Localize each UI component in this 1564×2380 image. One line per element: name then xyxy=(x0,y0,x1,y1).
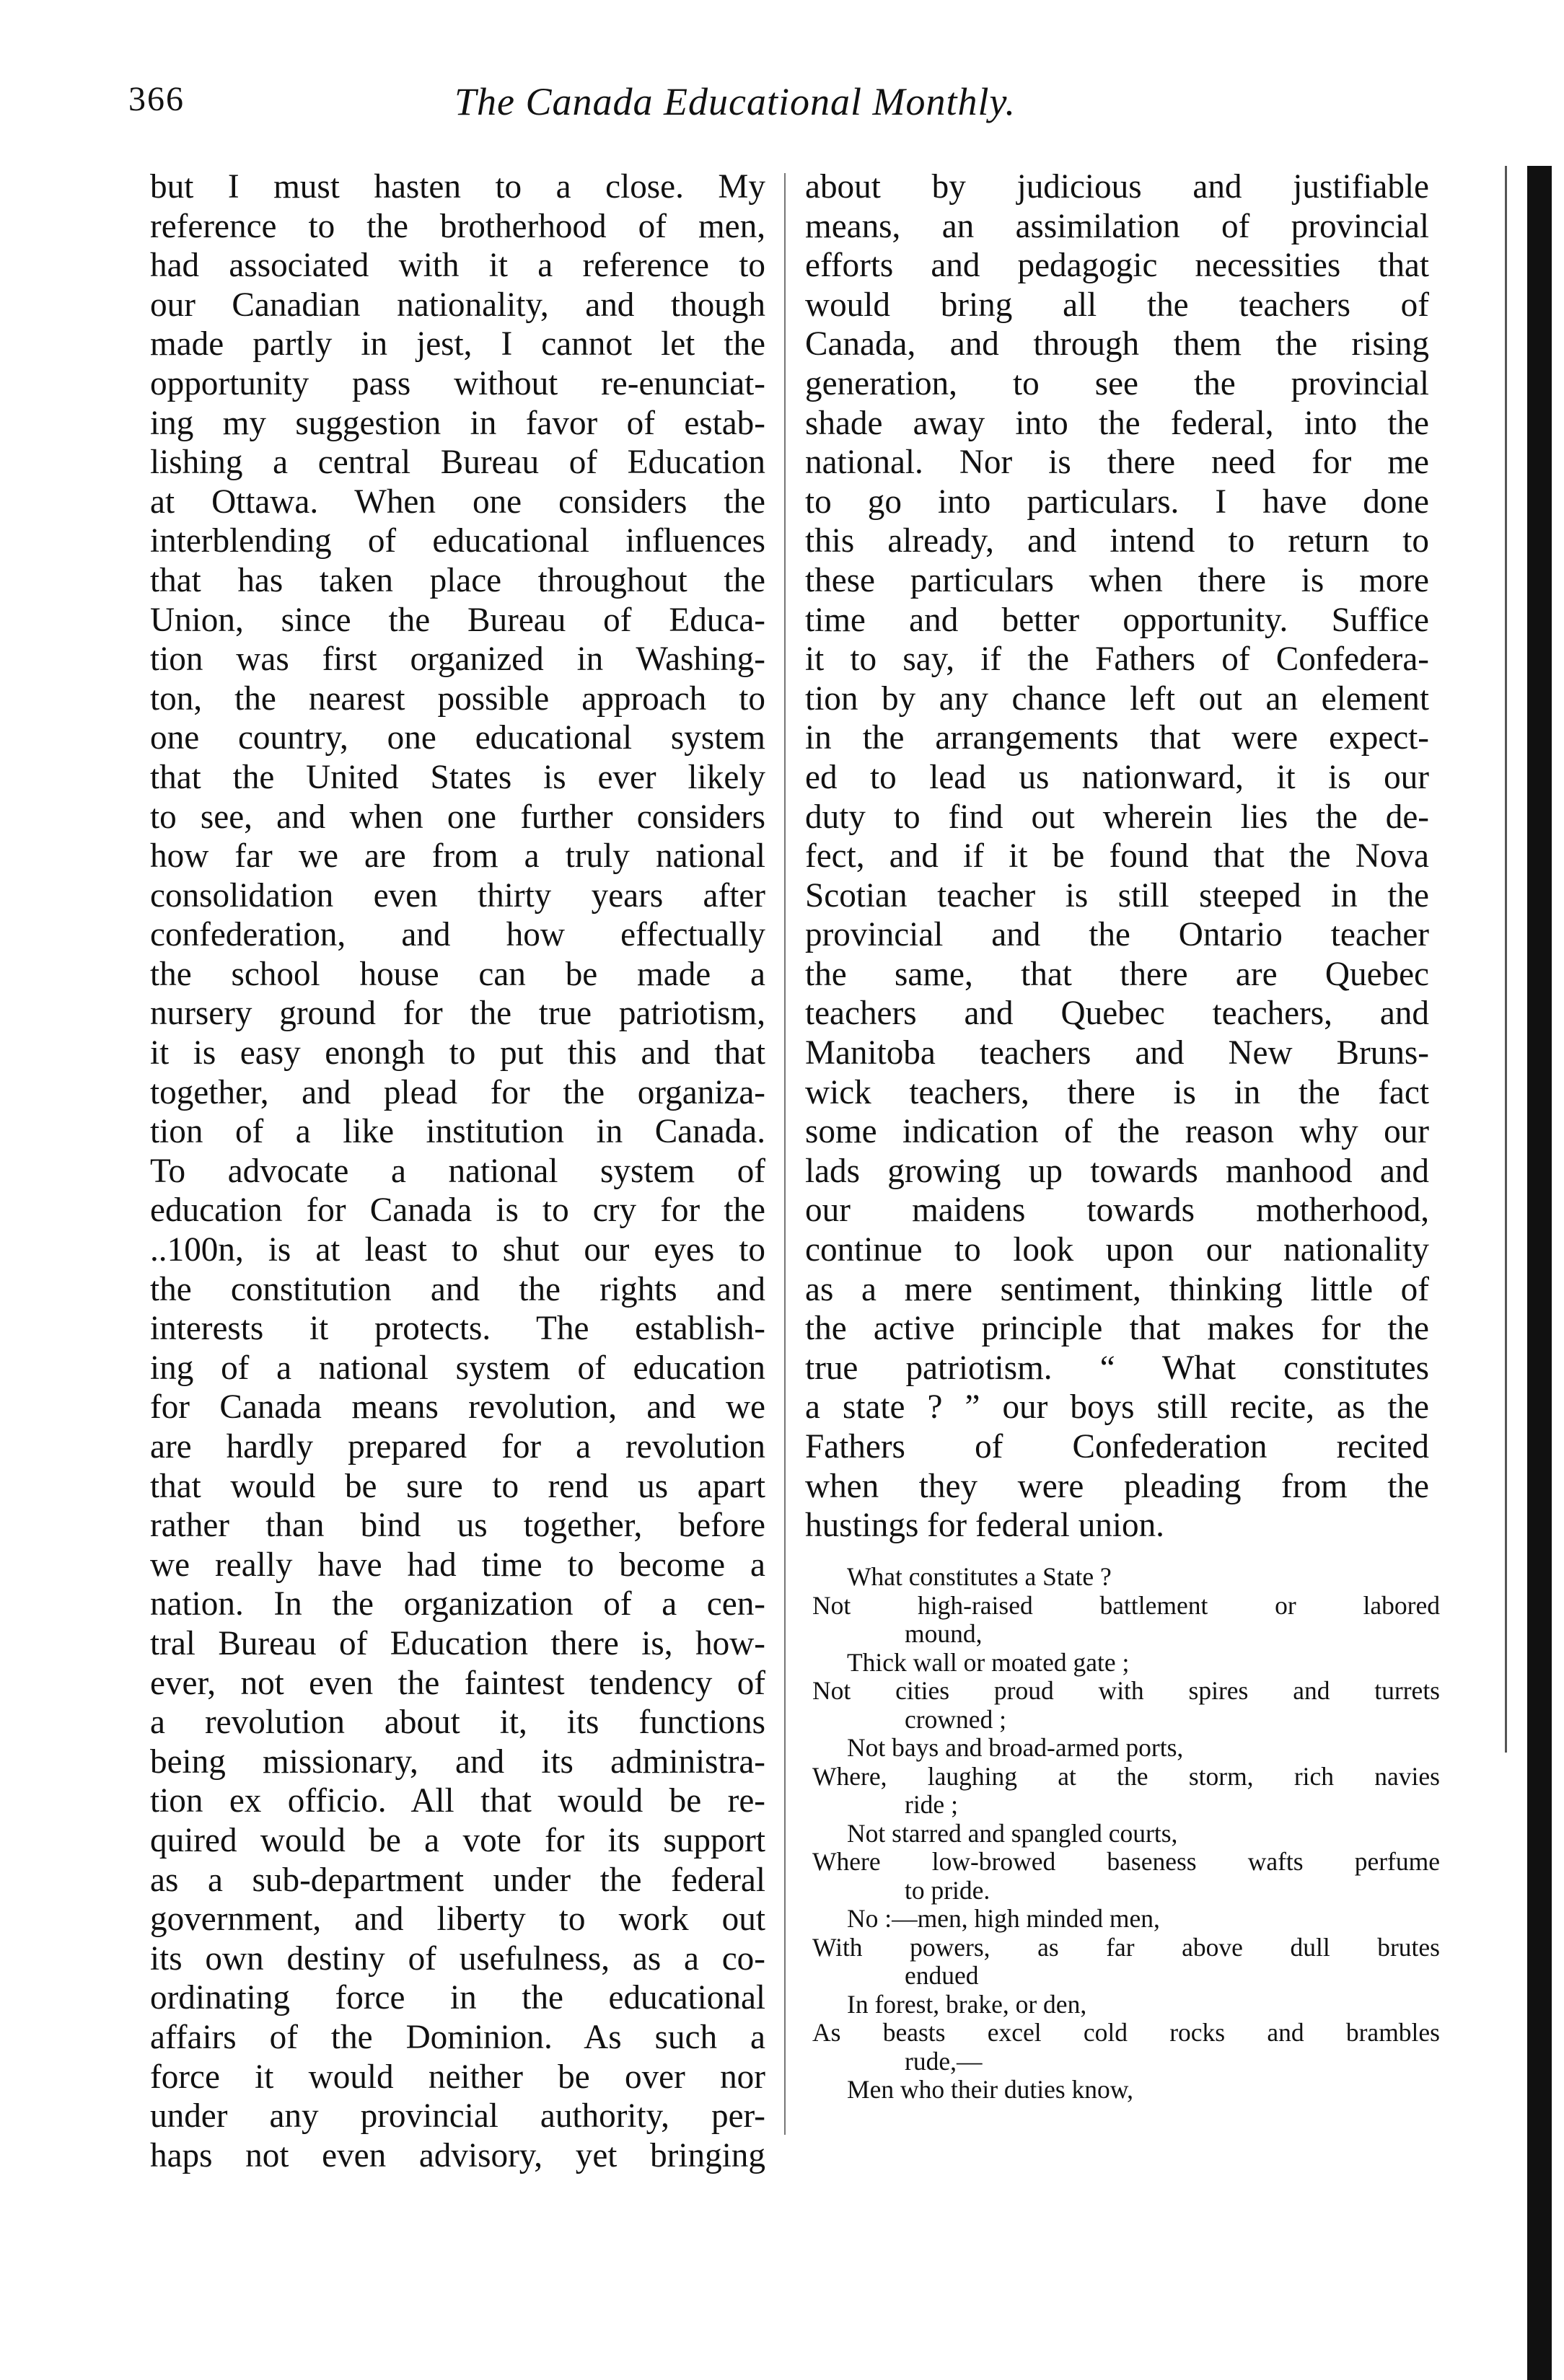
text-line: it to say, if the Fathers of Confedera- xyxy=(805,640,1429,679)
text-line: force it would neither be over nor xyxy=(150,2058,765,2096)
text-line: its own destiny of usefulness, as a co- xyxy=(150,1939,765,1978)
text-line: shade away into the federal, into the xyxy=(805,404,1429,442)
poem-line: Not bays and broad-armed ports, xyxy=(847,1733,1184,1762)
text-line: means, an assimilation of provincial xyxy=(805,207,1429,245)
poem-line: Thick wall or moated gate ; xyxy=(847,1647,1130,1677)
poem-line: What constitutes a State ? xyxy=(847,1562,1112,1591)
text-line: to see, and when one further considers xyxy=(150,798,765,836)
poem-line: Men who their duties know, xyxy=(847,2075,1134,2104)
text-line: ton, the nearest possible approach to xyxy=(150,679,765,718)
text-line: about by judicious and justifiable xyxy=(805,168,1429,206)
text-line: some indication of the reason why our xyxy=(805,1113,1429,1151)
poem-line: to pride. xyxy=(905,1875,990,1905)
text-line: tion by any chance left out an element xyxy=(805,679,1429,718)
text-line: to go into particulars. I have done xyxy=(805,482,1429,521)
text-line: tion of a like institution in Canada. xyxy=(150,1113,765,1151)
text-line: lads growing up towards manhood and xyxy=(805,1152,1429,1190)
text-line: generation, to see the provincial xyxy=(805,364,1429,402)
text-line: hustings for federal union. xyxy=(805,1507,1164,1545)
text-line: confederation, and how effectually xyxy=(150,916,765,954)
right-column xyxy=(805,167,1429,1546)
text-line: that would be sure to rend us apart xyxy=(150,1467,765,1505)
poem-line: Not cities proud with spires and turrets xyxy=(812,1676,1440,1705)
text-line: these particulars when there is more xyxy=(805,561,1429,599)
poem-line: mound, xyxy=(905,1619,983,1648)
text-line: in the arrangements that were expect- xyxy=(805,719,1429,757)
text-line: Scotian teacher is still steeped in the xyxy=(805,876,1429,914)
poem-line: No :—men, high minded men, xyxy=(847,1904,1160,1933)
text-line: together, and plead for the organiza- xyxy=(150,1073,765,1111)
text-line: teachers and Quebec teachers, and xyxy=(805,995,1429,1033)
text-line: lishing a central Bureau of Education xyxy=(150,444,765,482)
text-line: time and better opportunity. Suffice xyxy=(805,601,1429,639)
text-line: at Ottawa. When one considers the xyxy=(150,482,765,521)
text-line: under any provincial authority, per- xyxy=(150,2097,765,2136)
text-line: ed to lead us nationward, it is our xyxy=(805,758,1429,796)
running-title: The Canada Educational Monthly. xyxy=(454,80,1016,123)
text-line: when they were pleading from the xyxy=(805,1467,1429,1505)
text-line: this already, and intend to return to xyxy=(805,522,1429,560)
page-edge-line xyxy=(1505,166,1507,1753)
text-line: Union, since the Bureau of Educa- xyxy=(150,601,765,639)
poem-line: Where low-browed baseness wafts perfume xyxy=(812,1847,1440,1876)
text-line: quired would be a vote for its support xyxy=(150,1821,765,1859)
text-line: are hardly prepared for a revolution xyxy=(150,1428,765,1466)
text-line: the constitution and the rights and xyxy=(150,1270,765,1308)
text-line: Canada, and through them the rising xyxy=(805,325,1429,363)
poem-line: Not high-raised battlement or labored xyxy=(812,1590,1440,1620)
text-line: ing my suggestion in favor of estab- xyxy=(150,404,765,442)
text-line: the school house can be made a xyxy=(150,955,765,993)
text-line: wick teachers, there is in the fact xyxy=(805,1073,1429,1111)
text-line: Fathers of Confederation recited xyxy=(805,1428,1429,1466)
text-line: rather than bind us together, before xyxy=(150,1507,765,1545)
poem-line: In forest, brake, or den, xyxy=(847,1989,1087,2019)
text-line: one country, one educational system xyxy=(150,719,765,757)
text-line: reference to the brotherhood of men, xyxy=(150,207,765,245)
text-line: but I must hasten to a close. My xyxy=(150,168,765,206)
text-line: fect, and if it be found that the Nova xyxy=(805,837,1429,876)
text-line: nation. In the organization of a cen- xyxy=(150,1585,765,1623)
text-line: tion ex officio. All that would be re- xyxy=(150,1782,765,1820)
text-line: interblending of educational influences xyxy=(150,522,765,560)
text-line: as a sub-department under the federal xyxy=(150,1861,765,1899)
text-line: it is easy enongh to put this and that xyxy=(150,1034,765,1072)
text-line: To advocate a national system of xyxy=(150,1152,765,1190)
poem-line: rude,— xyxy=(905,2046,983,2076)
text-line: ..100n, is at least to shut our eyes to xyxy=(150,1231,765,1269)
text-line: for Canada means revolution, and we xyxy=(150,1388,765,1427)
left-column xyxy=(150,167,765,2175)
poem-line: ride ; xyxy=(905,1790,958,1819)
page-number: 366 xyxy=(128,80,185,118)
text-line: our Canadian nationality, and though xyxy=(150,286,765,324)
text-line: education for Canada is to cry for the xyxy=(150,1191,765,1230)
poem-line: crowned ; xyxy=(905,1704,1006,1734)
text-line: the same, that there are Quebec xyxy=(805,955,1429,993)
text-line: true patriotism. “ What constitutes xyxy=(805,1349,1429,1387)
text-line: we really have had time to become a xyxy=(150,1546,765,1584)
text-line: duty to find out wherein lies the de- xyxy=(805,798,1429,836)
text-line: as a mere sentiment, thinking little of xyxy=(805,1270,1429,1308)
text-line: a revolution about it, its functions xyxy=(150,1704,765,1742)
text-line: affairs of the Dominion. As such a xyxy=(150,2018,765,2056)
text-line: haps not even advisory, yet bringing xyxy=(150,2136,765,2174)
text-line: made partly in jest, I cannot let the xyxy=(150,325,765,363)
running-header xyxy=(108,79,1154,137)
text-line: our maidens towards motherhood, xyxy=(805,1191,1429,1230)
text-line: efforts and pedagogic necessities that xyxy=(805,247,1429,285)
text-line: tral Bureau of Education there is, how- xyxy=(150,1624,765,1662)
text-line: Manitoba teachers and New Bruns- xyxy=(805,1034,1429,1072)
poem-quotation xyxy=(812,1563,1462,2104)
text-line: would bring all the teachers of xyxy=(805,286,1429,324)
text-line: nursery ground for the true patriotism, xyxy=(150,995,765,1033)
text-line: interests it protects. The establish- xyxy=(150,1310,765,1348)
poem-line: Not starred and spangled courts, xyxy=(847,1818,1178,1848)
text-line: being missionary, and its administra- xyxy=(150,1742,765,1781)
poem-line: Where, laughing at the storm, rich navies xyxy=(812,1761,1440,1791)
text-line: tion was first organized in Washing- xyxy=(150,640,765,679)
column-divider xyxy=(784,173,786,2135)
text-line: ever, not even the faintest tendency of xyxy=(150,1664,765,1702)
text-line: consolidation even thirty years after xyxy=(150,876,765,914)
text-line: how far we are from a truly national xyxy=(150,837,765,876)
text-line: opportunity pass without re-enunciat- xyxy=(150,364,765,402)
text-line: a state ? ” our boys still recite, as the xyxy=(805,1388,1429,1427)
text-line: government, and liberty to work out xyxy=(150,1900,765,1939)
poem-line: As beasts excel cold rocks and brambles xyxy=(812,2018,1440,2047)
text-line: had associated with it a reference to xyxy=(150,247,765,285)
text-line: national. Nor is there need for me xyxy=(805,444,1429,482)
text-line: that has taken place throughout the xyxy=(150,561,765,599)
text-line: ordinating force in the educational xyxy=(150,1979,765,2017)
poem-line: With powers, as far above dull brutes xyxy=(812,1932,1440,1962)
text-line: continue to look upon our nationality xyxy=(805,1231,1429,1269)
text-line: the active principle that makes for the xyxy=(805,1310,1429,1348)
text-line: that the United States is ever likely xyxy=(150,758,765,796)
poem-line: endued xyxy=(905,1961,979,1990)
text-line: provincial and the Ontario teacher xyxy=(805,916,1429,954)
page-edge-shadow xyxy=(1527,166,1552,2380)
text-line: ing of a national system of education xyxy=(150,1349,765,1387)
